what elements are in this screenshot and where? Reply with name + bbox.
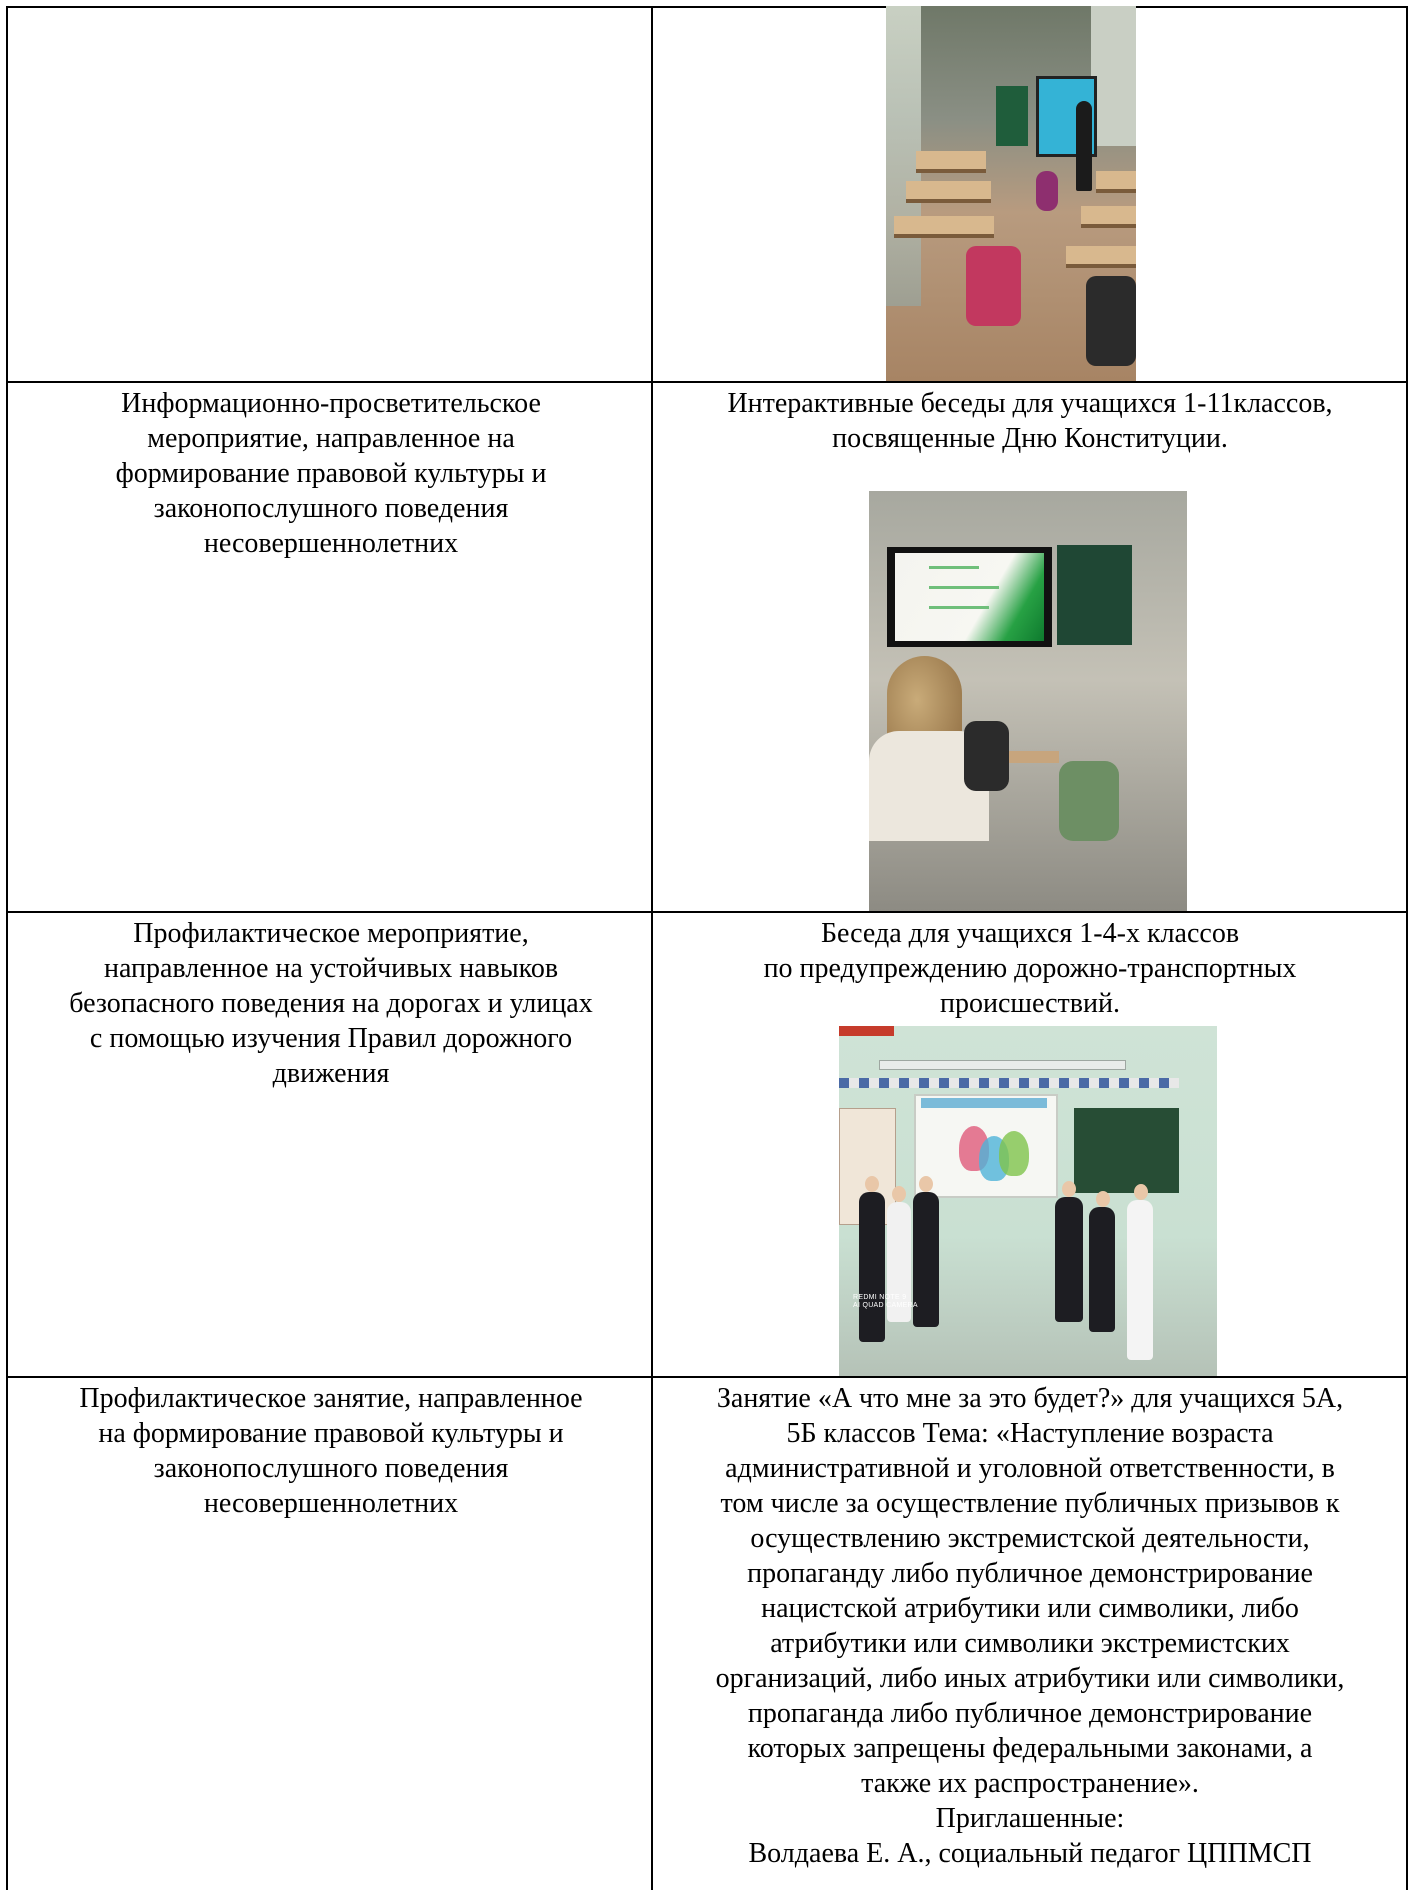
text-line: которых запрещены федеральными законами, а (747, 1733, 1313, 1764)
table-border-left (6, 6, 8, 1890)
text-line: безопасного поведения на дорогах и улицах (69, 988, 593, 1019)
text-line: Интерактивные беседы для учащихся 1-11классов, (727, 388, 1333, 419)
text-line: административной и уголовной ответственности, в (725, 1453, 1335, 1484)
camera-watermark (853, 1294, 918, 1310)
text-line: Профилактическое мероприятие, (133, 918, 529, 949)
text-line: Приглашенные: (935, 1803, 1125, 1834)
text-line: происшествий. (940, 988, 1120, 1019)
text-line: направленное на устойчивых навыков (103, 953, 559, 984)
text-line: Волдаева Е. А., социальный педагог ЦППМСП (748, 1838, 1312, 1869)
text-line: атрибутики или символики экстремистских (770, 1628, 1290, 1659)
row-divider (6, 381, 1408, 383)
row-divider (6, 1376, 1408, 1378)
text-line: законопослушного поведения (153, 493, 509, 524)
table-border-right (1406, 6, 1408, 1890)
table-column-divider (651, 6, 653, 1890)
text-line: нацистской атрибутики или символики, либо (761, 1593, 1299, 1624)
text-line: мероприятие, направленное на (147, 423, 515, 454)
text-line: посвященные Дню Конституции. (832, 423, 1228, 454)
watermark-line: REDMI NOTE 9 (853, 1294, 907, 1301)
children-photo (839, 1026, 1217, 1376)
text-line: законопослушного поведения (153, 1453, 509, 1484)
event-description-road-safety (656, 916, 1404, 1021)
text-line: Занятие «А что мне за это будет?» для учащихся 5А, (716, 1383, 1344, 1414)
text-line: движения (272, 1058, 390, 1089)
text-line: Информационно-просветительское (121, 388, 541, 419)
event-description-constitution (656, 386, 1404, 456)
text-line: формирование правовой культуры и (115, 458, 547, 489)
text-line: пропаганда либо публичное демонстрирование (747, 1698, 1313, 1729)
classroom-photo (886, 6, 1136, 381)
event-description-lesson (656, 1381, 1404, 1871)
text-line: Профилактическое занятие, направленное (79, 1383, 583, 1414)
text-line: Беседа для учащихся 1-4-х классов (820, 918, 1240, 949)
event-type-road-safety (16, 916, 646, 1091)
text-line: несовершеннолетних (203, 528, 459, 559)
event-type-legal-culture (16, 1381, 646, 1521)
screen-photo (869, 491, 1187, 911)
text-line: осуществлению экстремистской деятельности, (750, 1523, 1310, 1554)
row-divider (6, 911, 1408, 913)
table-border-top (6, 6, 1408, 8)
event-type-information (16, 386, 646, 561)
text-line: пропаганду либо публичное демонстрирование (747, 1558, 1313, 1589)
text-line: с помощью изучения Правил дорожного (89, 1023, 573, 1054)
text-line: том числе за осуществление публичных призывов к (720, 1488, 1340, 1519)
text-line: несовершеннолетних (203, 1488, 459, 1519)
text-line: на формирование правовой культуры и (98, 1418, 564, 1449)
watermark-line: AI QUAD CAMERA (853, 1302, 918, 1309)
text-line: по предупреждению дорожно-транспортных (763, 953, 1297, 984)
document-table (6, 6, 1408, 1890)
text-line: 5Б классов Тема: «Наступление возраста (786, 1418, 1274, 1449)
text-line: также их распространение». (861, 1768, 1199, 1799)
text-line: организаций, либо иных атрибутики или символики, (715, 1663, 1345, 1694)
